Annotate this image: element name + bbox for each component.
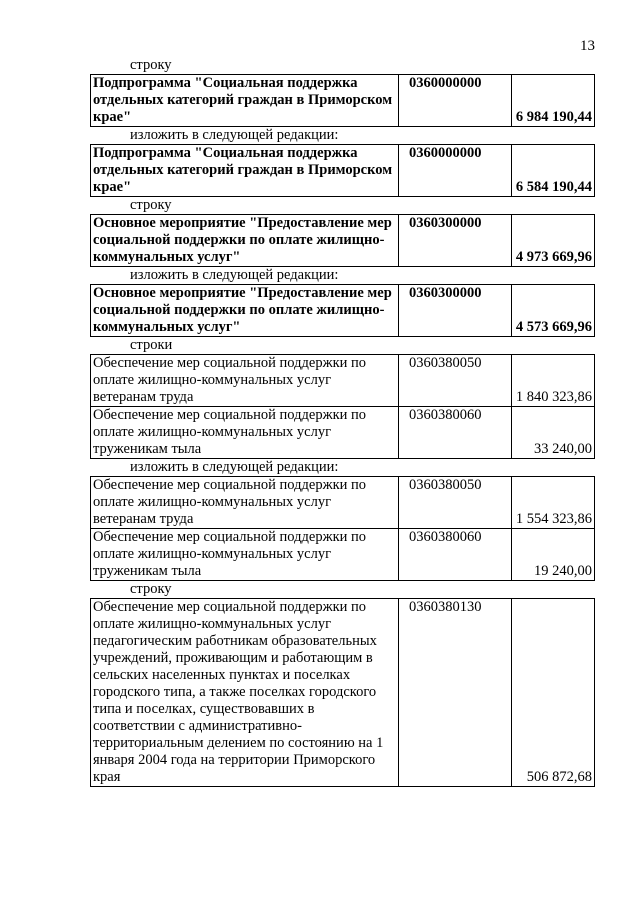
row-name: Подпрограмма "Социальная поддержка отдельных категорий граждан в Приморском крае" [91, 145, 399, 197]
row-code: 0360300000 [399, 215, 512, 267]
table-old-subprogram [90, 74, 595, 127]
row-amount: 19 240,00 [512, 529, 595, 581]
row-code: 0360380050 [399, 477, 512, 529]
instruction-replace-line: строку [130, 57, 172, 73]
table-row [91, 75, 595, 127]
row-code: 0360300000 [399, 285, 512, 337]
row-name: Обеспечение мер социальной поддержки по оплате жилищно-коммунальных услуг труженикам тыла [91, 407, 399, 459]
instruction-replace-line: строку [130, 197, 172, 213]
table-old-benefits [90, 354, 595, 459]
row-amount: 6 984 190,44 [512, 75, 595, 127]
row-name: Обеспечение мер социальной поддержки по оплате жилищно-коммунальных услуг труженикам тыла [91, 529, 399, 581]
table-new-main-activity [90, 284, 595, 337]
row-amount: 33 240,00 [512, 407, 595, 459]
table-row [91, 599, 595, 787]
instruction-replace-line: строку [130, 581, 172, 597]
table-old-main-activity [90, 214, 595, 267]
row-name: Основное мероприятие "Предоставление мер социальной поддержки по оплате жилищно-коммунальных услуг" [91, 215, 399, 267]
row-amount: 4 573 669,96 [512, 285, 595, 337]
row-code: 0360000000 [399, 75, 512, 127]
table-row [91, 145, 595, 197]
row-code: 0360380050 [399, 355, 512, 407]
table-row [91, 529, 595, 581]
table-new-subprogram [90, 144, 595, 197]
row-code: 0360380060 [399, 407, 512, 459]
instruction-replace-lines: строки [130, 337, 173, 353]
table-row [91, 215, 595, 267]
row-code: 0360380060 [399, 529, 512, 581]
row-amount: 1 840 323,86 [512, 355, 595, 407]
row-name: Обеспечение мер социальной поддержки по оплате жилищно-коммунальных услуг ветеранам труда [91, 355, 399, 407]
instruction-new-wording: изложить в следующей редакции: [130, 459, 339, 475]
row-amount: 4 973 669,96 [512, 215, 595, 267]
row-name: Подпрограмма "Социальная поддержка отдельных категорий граждан в Приморском крае" [91, 75, 399, 127]
table-row [91, 477, 595, 529]
page-number: 13 [580, 38, 595, 54]
table-row [91, 355, 595, 407]
row-amount: 506 872,68 [512, 599, 595, 787]
instruction-new-wording: изложить в следующей редакции: [130, 267, 339, 283]
instruction-new-wording: изложить в следующей редакции: [130, 127, 339, 143]
table-row [91, 285, 595, 337]
amendments-content [90, 57, 595, 787]
row-name: Обеспечение мер социальной поддержки по оплате жилищно-коммунальных услуг ветеранам труда [91, 477, 399, 529]
row-code: 0360380130 [399, 599, 512, 787]
table-row [91, 407, 595, 459]
table-new-benefits [90, 476, 595, 581]
row-amount: 1 554 323,86 [512, 477, 595, 529]
row-code: 0360000000 [399, 145, 512, 197]
row-name: Основное мероприятие "Предоставление мер социальной поддержки по оплате жилищно-коммунальных услуг" [91, 285, 399, 337]
table-old-teachers [90, 598, 595, 787]
row-amount: 6 584 190,44 [512, 145, 595, 197]
row-name: Обеспечение мер социальной поддержки по оплате жилищно-коммунальных услуг педагогическим работникам образовательных учреждений, проживающим и работающим в сельских населенных пунктах и поселках городского типа, а также поселках городского типа и поселках, существовавших в соответствии с административно-территориальным делением по состоянию на 1 января 2004 года на территории Приморского края [91, 599, 399, 787]
